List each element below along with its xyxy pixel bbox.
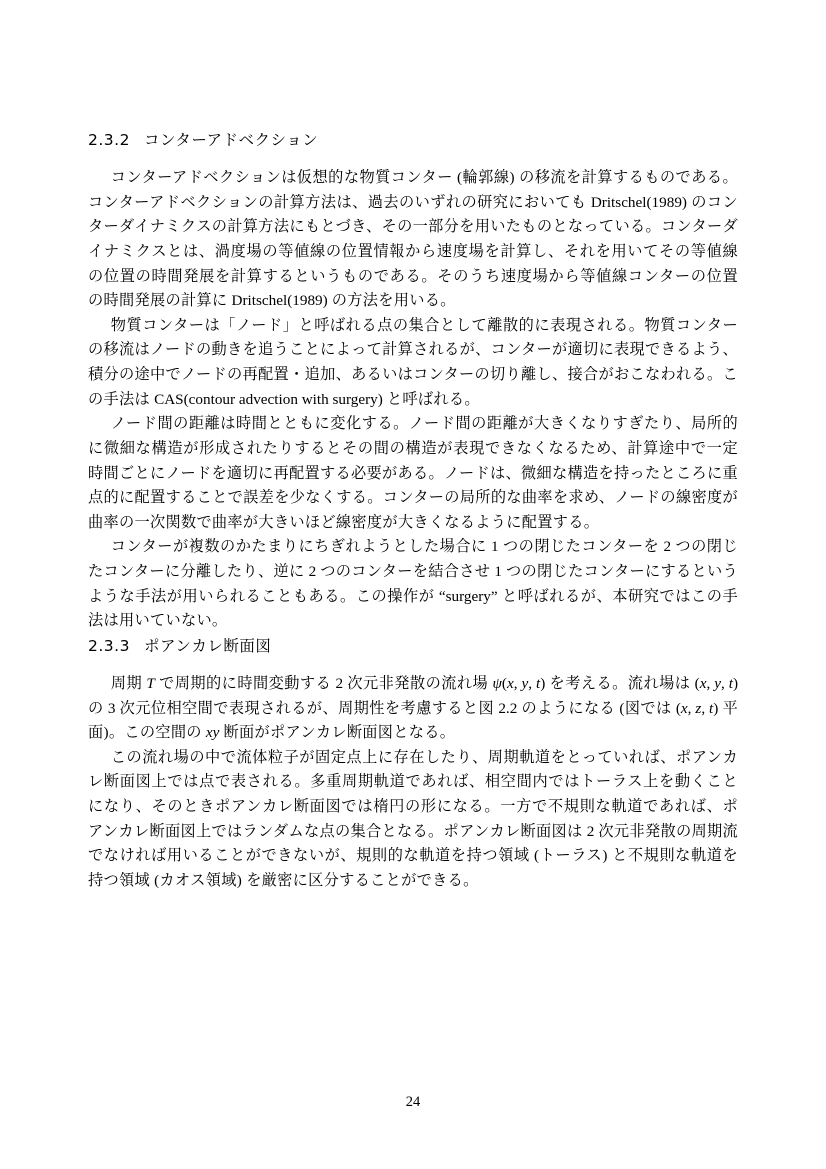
paragraph: 周期 T で周期的に時間変動する 2 次元非発散の流れ場 ψ(x, y, t) を考える。流れ場は (x, y, t) の 3 次元位相空間で表現されるが、周期性を考慮すると図 2.2 のようになる (図では (x, z, t) 平面)。この空間の xy 断面がポアンカレ断面図となる。: [88, 674, 739, 742]
paragraph: コンターアドベクションは仮想的な物質コンター (輪郭線) の移流を計算するものである。コンターアドベクションの計算方法は、過去のいずれの研究においても Dritschel(1989) のコンターダイナミクスの計算方法にもとづき、その一部分を用いたものとなっている。コンターダイナミクスとは、渦度場の等値線の位置情報から速度場を計算し、それを用いてその等値線の位置の時間発展を計算するというものである。そのうち速度場から等値線コンターの位置の時間発展の計算に Dritschel(1989) の方法を用いる。: [88, 169, 738, 310]
section-heading-2-3-2: [88, 128, 738, 150]
paragraph: コンターが複数のかたまりにちぎれようとした場合に 1 つの閉じたコンターを 2 つの閉じたコンターに分離したり、逆に 2 つのコンターを結合させ 1 つの閉じたコンターにするというような手法が用いられることもある。この操作が “surgery” と呼ばれるが、本研究ではこの手法は用いていない。: [88, 538, 738, 630]
section-number: 2.3.2: [88, 131, 130, 149]
section-heading-2-3-3: [88, 634, 738, 656]
paragraph: 物質コンターは「ノード」と呼ばれる点の集合として離散的に表現される。物質コンターの移流はノードの動きを追うことによって計算されるが、コンターが適切に表現できるよう、積分の途中でノードの再配置・追加、あるいはコンターの切り離し、接合がおこなわれる。この手法は CAS(contour advection with surgery) と呼ばれる。: [88, 316, 738, 408]
section-number: 2.3.3: [88, 636, 130, 655]
page-number: 24: [405, 1094, 421, 1110]
page-content: [88, 128, 738, 894]
section-title: ポアンカレ断面図: [143, 636, 272, 655]
section-title: コンターアドベクション: [143, 131, 319, 149]
paragraph: この流れ場の中で流体粒子が固定点上に存在したり、周期軌道をとっていれば、ポアンカレ断面図上では点で表される。多重周期軌道であれば、相空間内ではトーラス上を動くことになり、そのときポアンカレ断面図では楕円の形になる。一方で不規則な軌道であれば、ポアンカレ断面図上ではランダムな点の集合となる。ポアンカレ断面図は 2 次元非発散の周期流でなければ用いることができないが、規則的な軌道を持つ領域 (トーラス) と不規則な軌道を持つ領域 (カオス領域) を厳密に区分することができる。: [88, 748, 738, 889]
paragraph: ノード間の距離は時間とともに変化する。ノード間の距離が大きくなりすぎたり、局所的に微細な構造が形成されたりするとその間の構造が表現できなくなるため、計算途中で一定時間ごとにノードを適切に再配置する必要がある。ノードは、微細な構造を持ったところに重点的に配置することで誤差を少なくする。コンターの局所的な曲率を求め、ノードの線密度が曲率の一次関数で曲率が大きいほど線密度が大きくなるように配置する。: [88, 415, 738, 531]
